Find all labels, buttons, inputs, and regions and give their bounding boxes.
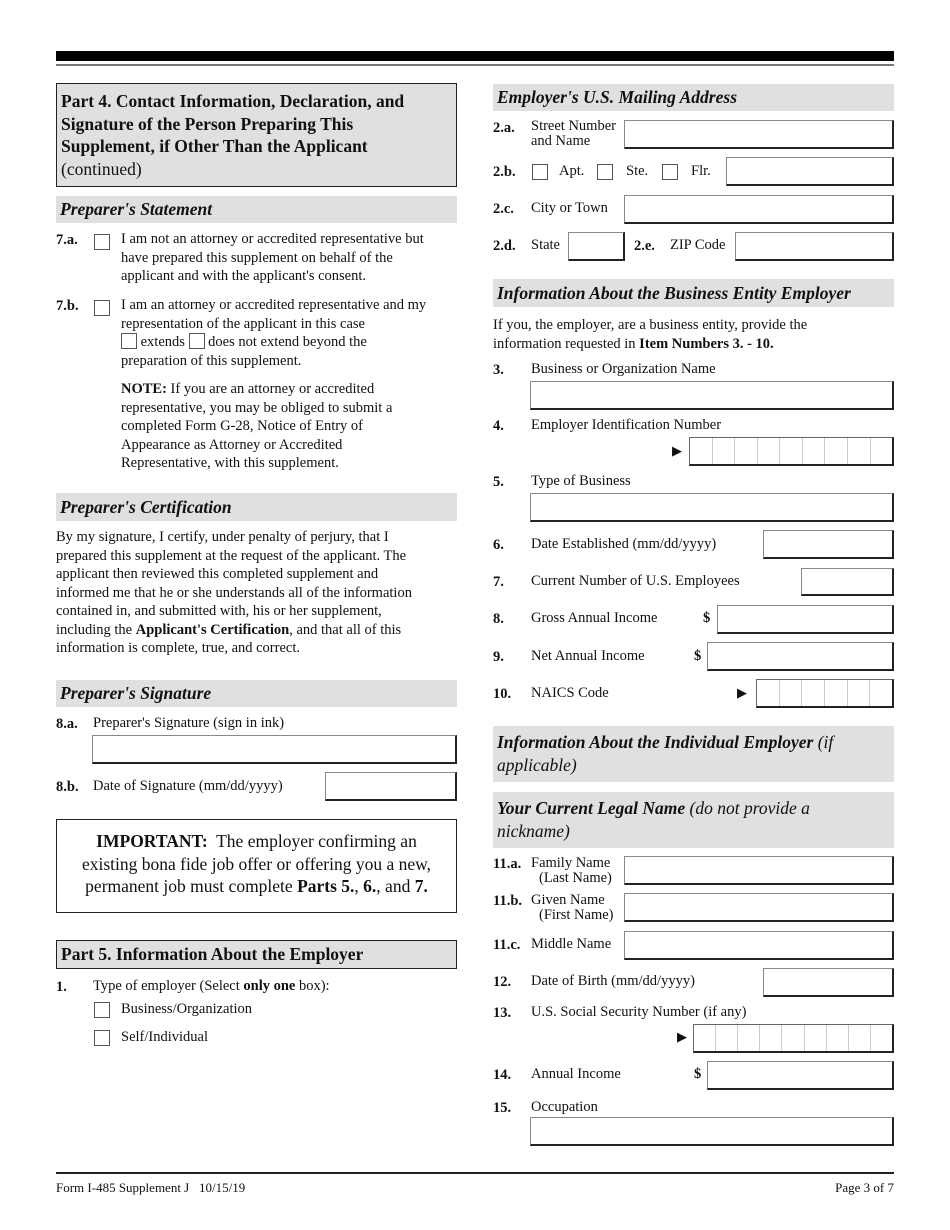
item-2e-number: 2.e. bbox=[634, 238, 655, 254]
item-8b-label: Date of Signature (mm/dd/yyyy) bbox=[93, 778, 283, 794]
item-9-number: 9. bbox=[493, 649, 504, 665]
important-line2: existing bona fide job offer or offering you a new, bbox=[81, 853, 432, 874]
item-12-label: Date of Birth (mm/dd/yyyy) bbox=[531, 973, 695, 989]
ssn-digit[interactable] bbox=[827, 1025, 849, 1051]
important-and: , and bbox=[376, 876, 415, 896]
ssn-digit[interactable] bbox=[738, 1025, 760, 1051]
item-2d-number: 2.d. bbox=[493, 238, 516, 254]
legal-name-heading bbox=[493, 792, 894, 848]
item-11c-label: Middle Name bbox=[531, 936, 612, 952]
gross-annual-income-field[interactable] bbox=[717, 605, 894, 634]
net-annual-income-field[interactable] bbox=[707, 642, 894, 671]
item-11b-label-line2: (First Name) bbox=[539, 907, 614, 923]
important-line1: The employer confirming an bbox=[207, 831, 417, 851]
item-11b-label-line1: Given Name bbox=[531, 892, 605, 908]
given-name-field[interactable] bbox=[624, 893, 894, 922]
item-10-label: NAICS Code bbox=[531, 685, 609, 701]
part4-title-line3: Supplement, if Other Than the Applicant bbox=[61, 136, 368, 156]
item-11b-number: 11.b. bbox=[493, 893, 523, 909]
item-11a-label-line1: Family Name bbox=[531, 855, 611, 871]
item-7a-checkbox[interactable] bbox=[94, 234, 110, 250]
item-8-number: 8. bbox=[493, 611, 504, 627]
naics-digit[interactable] bbox=[757, 680, 780, 706]
ein-digit[interactable] bbox=[758, 438, 781, 464]
cert-line2: prepared this supplement at the request of the applicant. The bbox=[56, 547, 407, 564]
item-8b-number: 8.b. bbox=[56, 779, 79, 795]
footer-form-id: Form I-485 Supplement J 10/15/19 bbox=[56, 1180, 246, 1195]
cert-line6-pre: including the bbox=[56, 621, 136, 638]
important-line3-pre: permanent job must complete bbox=[85, 876, 298, 896]
important-comma: , bbox=[354, 876, 364, 896]
item-2c-number: 2.c. bbox=[493, 201, 514, 217]
dollar-sign-icon: $ bbox=[694, 648, 702, 664]
item-7a-text bbox=[121, 230, 424, 286]
intro-line2-pre: information requested in bbox=[493, 335, 640, 352]
dollar-sign-icon: $ bbox=[694, 1066, 702, 1082]
item-5-label: Type of Business bbox=[531, 473, 631, 489]
important-part5: Parts 5. bbox=[297, 876, 355, 896]
certification-text bbox=[56, 528, 412, 658]
item-7-label: Current Number of U.S. Employees bbox=[531, 573, 740, 589]
business-organization-label: Business/Organization bbox=[121, 1001, 253, 1017]
ein-digit[interactable] bbox=[825, 438, 848, 464]
item-2e-label: ZIP Code bbox=[670, 237, 726, 253]
header-thick-rule bbox=[56, 51, 894, 61]
ssn-digit[interactable] bbox=[805, 1025, 827, 1051]
item-1-label bbox=[93, 977, 330, 996]
important-part7: 7. bbox=[414, 876, 428, 896]
intro-line1: If you, the employer, are a business entity, provide the bbox=[493, 317, 808, 333]
item-7a-line1: I am not an attorney or accredited representative but bbox=[121, 231, 424, 247]
ssn-digit[interactable] bbox=[782, 1025, 804, 1051]
cert-line7: information is complete, true, and correct. bbox=[56, 640, 300, 656]
ssn-digit[interactable] bbox=[871, 1025, 892, 1051]
mailing-address-heading: Employer's U.S. Mailing Address bbox=[493, 84, 894, 111]
preparers-statement-heading: Preparer's Statement bbox=[56, 196, 457, 223]
date-of-birth-field[interactable] bbox=[763, 968, 894, 997]
business-entity-intro bbox=[493, 316, 807, 353]
ssn-digit[interactable] bbox=[760, 1025, 782, 1051]
apt-label: Apt. bbox=[559, 163, 585, 179]
note-line1: If you are an attorney or accredited bbox=[166, 381, 375, 397]
item-1-label-pre: Type of employer (Select bbox=[93, 978, 244, 994]
item-7a-number: 7.a. bbox=[56, 232, 78, 248]
important-part6: 6. bbox=[363, 876, 377, 896]
flr-checkbox[interactable] bbox=[662, 164, 678, 180]
item-3-number: 3. bbox=[493, 362, 504, 378]
cert-line3: applicant then reviewed this completed supplement and bbox=[56, 566, 379, 582]
important-notice bbox=[56, 819, 457, 913]
item-7b-text bbox=[121, 296, 426, 371]
preparer-signature-field[interactable] bbox=[92, 735, 457, 764]
signature-date-field[interactable] bbox=[325, 772, 457, 801]
naics-digit[interactable] bbox=[848, 680, 871, 706]
cert-line1: By my signature, I certify, under penalty of perjury, that I bbox=[56, 529, 389, 545]
part5-header bbox=[56, 940, 457, 969]
business-entity-heading: Information About the Business Entity Employer bbox=[493, 279, 894, 307]
ssn-digit[interactable] bbox=[716, 1025, 738, 1051]
flr-label: Flr. bbox=[691, 163, 711, 179]
naics-digit[interactable] bbox=[870, 680, 892, 706]
item-11b-label bbox=[531, 893, 614, 923]
footer-page-number: Page 3 of 7 bbox=[835, 1180, 894, 1195]
state-field[interactable] bbox=[568, 232, 625, 261]
ein-digit[interactable] bbox=[690, 438, 713, 464]
item-7b-line4: preparation of this supplement. bbox=[121, 353, 302, 369]
intro-line2-bold: Item Numbers 3. - 10. bbox=[639, 335, 774, 352]
cert-line4: informed me that he or she understands all of the information bbox=[56, 584, 412, 601]
item-2a-label bbox=[531, 119, 616, 149]
legal-name-heading-line2: nickname) bbox=[497, 820, 570, 841]
arrow-right-icon: ▶ bbox=[677, 1029, 687, 1044]
item-8-label: Gross Annual Income bbox=[531, 610, 658, 626]
zip-code-field[interactable] bbox=[735, 232, 894, 261]
extends-label: extends bbox=[140, 334, 185, 350]
item-11a-label bbox=[531, 856, 612, 886]
item-15-label: Occupation bbox=[531, 1099, 598, 1115]
legal-name-heading-bold: Your Current Legal Name bbox=[497, 798, 686, 818]
note-line5: Representative, with this supplement. bbox=[121, 455, 339, 471]
ste-checkbox[interactable] bbox=[597, 164, 613, 180]
ssn-field[interactable] bbox=[693, 1024, 894, 1053]
item-2b-number: 2.b. bbox=[493, 164, 516, 180]
family-name-field[interactable] bbox=[624, 856, 894, 885]
item-2c-label: City or Town bbox=[531, 200, 608, 216]
preparers-signature-heading: Preparer's Signature bbox=[56, 680, 457, 707]
item-13-number: 13. bbox=[493, 1005, 512, 1021]
note-line4: Appearance as Attorney or Accredited bbox=[121, 436, 343, 453]
ssn-digit[interactable] bbox=[694, 1025, 716, 1051]
item-7b-checkbox[interactable] bbox=[94, 300, 110, 316]
cert-line6-post: , and that all of this bbox=[289, 621, 402, 638]
item-2a-label-line2: and Name bbox=[531, 133, 591, 149]
does-not-extend-label: does not extend beyond the bbox=[208, 334, 367, 350]
legal-name-heading-rest: (do not provide a bbox=[685, 798, 810, 818]
type-of-business-field[interactable] bbox=[530, 493, 894, 522]
item-6-number: 6. bbox=[493, 537, 504, 553]
business-organization-checkbox[interactable] bbox=[94, 1002, 110, 1018]
item-3-label: Business or Organization Name bbox=[531, 361, 716, 377]
item-2a-label-line1: Street Number bbox=[531, 118, 616, 134]
naics-digit[interactable] bbox=[825, 680, 848, 706]
ein-digit[interactable] bbox=[871, 438, 893, 464]
item-6-label: Date Established (mm/dd/yyyy) bbox=[531, 536, 717, 552]
date-established-field[interactable] bbox=[763, 530, 894, 559]
individual-employer-heading-rest: (if bbox=[813, 732, 834, 752]
part5-title: Part 5. Information About the Employer bbox=[61, 944, 364, 964]
item-7b-extends-row bbox=[121, 333, 426, 352]
part4-title-line1: Part 4. Contact Information, Declaration, and bbox=[61, 91, 405, 111]
ein-digit[interactable] bbox=[803, 438, 826, 464]
annual-income-field[interactable] bbox=[707, 1061, 894, 1090]
apt-checkbox[interactable] bbox=[532, 164, 548, 180]
item-11a-number: 11.a. bbox=[493, 856, 522, 872]
header-thin-rule bbox=[56, 64, 894, 66]
occupation-field[interactable] bbox=[530, 1117, 894, 1146]
important-label: IMPORTANT: bbox=[96, 831, 208, 851]
street-address-field[interactable] bbox=[624, 120, 894, 149]
apt-ste-flr-number-field[interactable] bbox=[726, 157, 894, 186]
note-line2: representative, you may be obliged to submit a bbox=[121, 399, 393, 416]
item-15-number: 15. bbox=[493, 1100, 512, 1116]
individual-employer-heading-bold: Information About the Individual Employer bbox=[497, 732, 814, 752]
note-line3: completed Form G-28, Notice of Entry of bbox=[121, 418, 364, 434]
cert-line5: contained in, and submitted with, his or her supplement, bbox=[56, 603, 382, 619]
ein-digit[interactable] bbox=[848, 438, 871, 464]
dollar-sign-icon: $ bbox=[703, 610, 711, 626]
item-11a-label-line2: (Last Name) bbox=[539, 870, 612, 886]
item-2a-number: 2.a. bbox=[493, 120, 515, 136]
ein-digit[interactable] bbox=[713, 438, 736, 464]
ste-label: Ste. bbox=[626, 163, 649, 179]
item-7b-line2: representation of the applicant in this case bbox=[121, 315, 365, 332]
item-10-number: 10. bbox=[493, 686, 512, 702]
item-14-number: 14. bbox=[493, 1067, 512, 1083]
business-name-field[interactable] bbox=[530, 381, 894, 410]
item-12-number: 12. bbox=[493, 974, 512, 990]
item-7b-line1: I am an attorney or accredited representative and my bbox=[121, 297, 427, 313]
ein-digit[interactable] bbox=[780, 438, 803, 464]
item-13-label: U.S. Social Security Number (if any) bbox=[531, 1004, 747, 1020]
item-7a-line2: have prepared this supplement on behalf of the bbox=[121, 249, 393, 266]
naics-digit[interactable] bbox=[780, 680, 803, 706]
ein-field[interactable] bbox=[689, 437, 894, 466]
naics-digit[interactable] bbox=[802, 680, 825, 706]
individual-employer-heading-line2: applicable) bbox=[497, 754, 577, 775]
arrow-right-icon: ▶ bbox=[672, 443, 682, 458]
part4-header bbox=[56, 83, 457, 187]
ssn-digit[interactable] bbox=[849, 1025, 871, 1051]
note-block bbox=[121, 380, 392, 473]
item-7a-line3: applicant and with the applicant's consent. bbox=[121, 268, 367, 284]
part4-title-line2: Signature of the Person Preparing This bbox=[61, 113, 354, 134]
item-9-label: Net Annual Income bbox=[531, 648, 645, 664]
note-label: NOTE: bbox=[121, 381, 167, 397]
city-town-field[interactable] bbox=[624, 195, 894, 224]
item-5-number: 5. bbox=[493, 474, 504, 490]
item-8a-label: Preparer's Signature (sign in ink) bbox=[93, 715, 285, 731]
self-individual-checkbox[interactable] bbox=[94, 1030, 110, 1046]
extends-checkbox[interactable] bbox=[121, 333, 137, 349]
employee-count-field[interactable] bbox=[801, 568, 894, 596]
footer-rule bbox=[56, 1172, 894, 1174]
preparers-certification-heading: Preparer's Certification bbox=[56, 493, 457, 521]
item-4-number: 4. bbox=[493, 418, 504, 434]
item-2d-label: State bbox=[531, 237, 560, 253]
arrow-right-icon: ▶ bbox=[737, 685, 747, 700]
item-7-number: 7. bbox=[493, 574, 504, 590]
middle-name-field[interactable] bbox=[624, 931, 894, 960]
item-1-number: 1. bbox=[56, 979, 67, 995]
does-not-extend-checkbox[interactable] bbox=[189, 333, 205, 349]
part4-continued: (continued) bbox=[61, 158, 142, 179]
item-11c-number: 11.c. bbox=[493, 937, 521, 953]
item-1-label-post: box): bbox=[295, 978, 330, 994]
item-4-label: Employer Identification Number bbox=[531, 417, 722, 433]
ein-digit[interactable] bbox=[735, 438, 758, 464]
item-1-label-bold: only one bbox=[243, 978, 296, 994]
item-8a-number: 8.a. bbox=[56, 716, 78, 732]
self-individual-label: Self/Individual bbox=[121, 1029, 208, 1045]
item-7b-number: 7.b. bbox=[56, 298, 79, 314]
naics-code-field[interactable] bbox=[756, 679, 894, 708]
item-14-label: Annual Income bbox=[531, 1066, 621, 1082]
cert-line6-bold: Applicant's Certification bbox=[135, 621, 290, 638]
individual-employer-heading bbox=[493, 726, 894, 782]
